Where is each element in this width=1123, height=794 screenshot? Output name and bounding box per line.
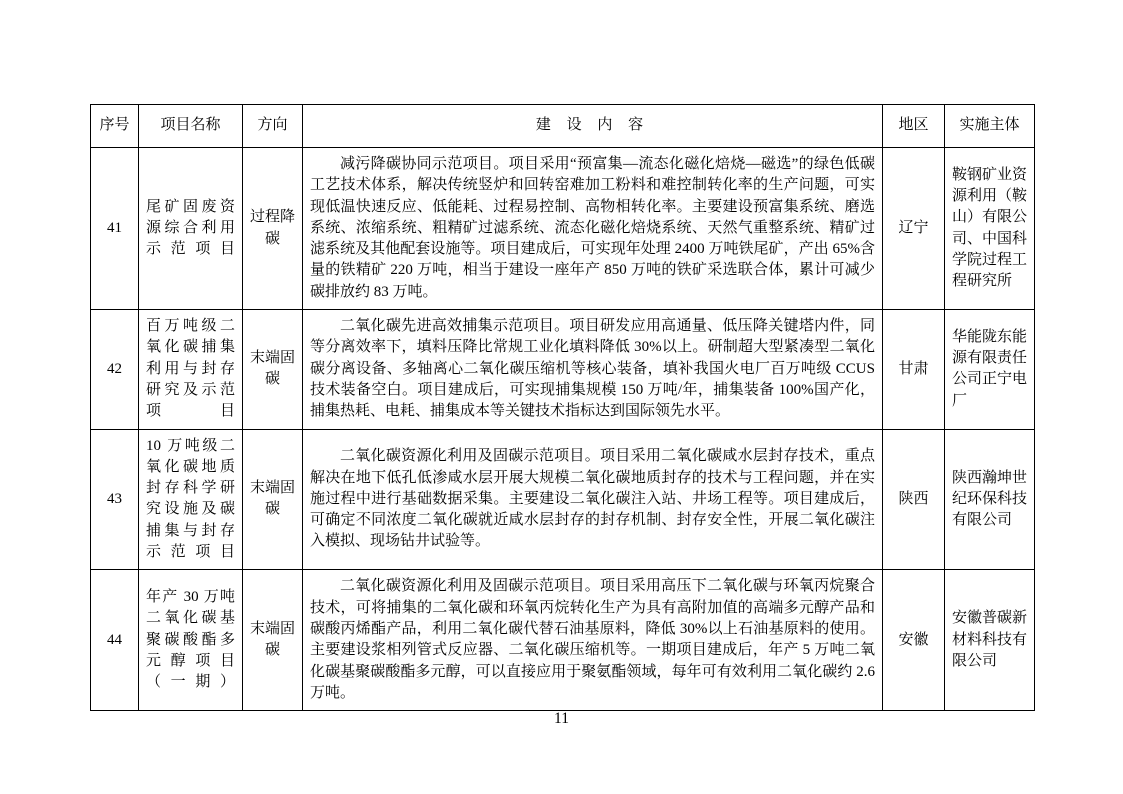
- row-direction: 末端固碳: [243, 310, 303, 429]
- table-header-row: [91, 105, 1035, 148]
- row-region: 安徽: [883, 570, 945, 711]
- row-no: 44: [91, 570, 139, 711]
- row-project-name: 百万吨级二氧化碳捕集利用与封存研究及示范项目: [139, 310, 243, 429]
- page-number: 11: [554, 710, 569, 727]
- row-project-name: 10 万吨级二氧化碳地质封存科学研究设施及碳捕集与封存示范项目: [139, 429, 243, 570]
- column-header-construction-content: 建 设 内 容: [303, 105, 883, 148]
- table-row: [91, 570, 1035, 711]
- row-region: 甘肃: [883, 310, 945, 429]
- column-header-direction: 方向: [243, 105, 303, 148]
- row-direction: 过程降碳: [243, 148, 303, 310]
- project-table-container: [90, 104, 1034, 711]
- column-header-region: 地区: [883, 105, 945, 148]
- row-construction-content: 二氧化碳资源化利用及固碳示范项目。项目采用高压下二氧化碳与环氧丙烷聚合技术，可将捕集的二氧化碳和环氧丙烷转化生产为具有高附加值的高端多元醇产品和碳酸丙烯酯产品，利用二氧化碳代替石油基原料，降低 30%以上石油基原料的使用。主要建设浆相列管式反应器、二氧化碳压缩机等。一期项目建成后，年产 5 万吨二氧化碳基聚碳酸酯多元醇，可以直接应用于聚氨酯领域，每年可有效利用二氧化碳约 2.6 万吨。: [303, 570, 883, 711]
- table-row: [91, 310, 1035, 429]
- row-entity: 华能陇东能源有限责任公司正宁电厂: [945, 310, 1035, 429]
- table-row: [91, 429, 1035, 570]
- column-header-entity: 实施主体: [945, 105, 1035, 148]
- table-header: [91, 105, 1035, 148]
- column-header-project-name: 项目名称: [139, 105, 243, 148]
- row-construction-content: 减污降碳协同示范项目。项目采用“预富集—流态化磁化焙烧—磁选”的绿色低碳工艺技术体系，解决传统竖炉和回转窑难加工粉料和难控制转化率的生产问题，可实现低温快速反应、低能耗、过程易控制、高物相转化率。主要建设预富集系统、磨选系统、浓缩系统、粗精矿过滤系统、流态化磁化焙烧系统、天然气重整系统、精矿过滤系统及其他配套设施等。项目建成后，可实现年处理 2400 万吨铁尾矿，产出 65%含量的铁精矿 220 万吨，相当于建设一座年产 850 万吨的铁矿采选联合体，累计可减少碳排放约 83 万吨。: [303, 148, 883, 310]
- row-direction: 末端固碳: [243, 429, 303, 570]
- project-table: [90, 104, 1035, 711]
- row-construction-content: 二氧化碳先进高效捕集示范项目。项目研发应用高通量、低压降关键塔内件，同等分离效率下，填料压降比常规工业化填料降低 30%以上。研制超大型紧凑型二氧化碳分离设备、多轴离心二氧化碳压缩机等核心装备，填补我国火电厂百万吨级 CCUS 技术装备空白。项目建成后，可实现捕集规模 150 万吨/年，捕集装备 100%国产化，捕集热耗、电耗、捕集成本等关键技术指标达到国际领先水平。: [303, 310, 883, 429]
- table-body: [91, 148, 1035, 711]
- row-no: 42: [91, 310, 139, 429]
- row-no: 41: [91, 148, 139, 310]
- row-project-name: 尾矿固废资源综合利用示范项目: [139, 148, 243, 310]
- row-direction: 末端固碳: [243, 570, 303, 711]
- row-entity: 陕西瀚坤世纪环保科技有限公司: [945, 429, 1035, 570]
- row-no: 43: [91, 429, 139, 570]
- row-entity: 安徽普碳新材料科技有限公司: [945, 570, 1035, 711]
- row-construction-content: 二氧化碳资源化利用及固碳示范项目。项目采用二氧化碳咸水层封存技术，重点解决在地下低孔低渗咸水层开展大规模二氧化碳地质封存的技术与工程问题，并在实施过程中进行基础数据采集。主要建设二氧化碳注入站、井场工程等。项目建成后，可确定不同浓度二氧化碳就近咸水层封存的封存机制、封存安全性，开展二氧化碳注入模拟、现场钻井试验等。: [303, 429, 883, 570]
- table-row: [91, 148, 1035, 310]
- row-project-name: 年产 30 万吨二氧化碳基聚碳酸酯多元醇项目（一期）: [139, 570, 243, 711]
- row-region: 陕西: [883, 429, 945, 570]
- row-entity: 鞍钢矿业资源利用（鞍山）有限公司、中国科学院过程工程研究所: [945, 148, 1035, 310]
- row-region: 辽宁: [883, 148, 945, 310]
- column-header-no: 序号: [91, 105, 139, 148]
